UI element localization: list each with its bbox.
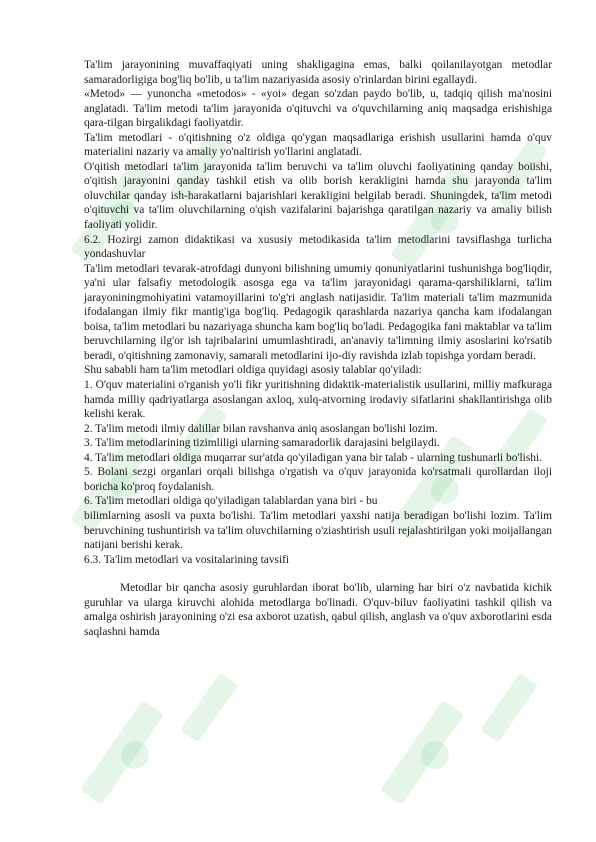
paragraph: Metodlar bir qancha asosiy guruhlardan iborat bo'lib, ularning har biri o'z navbatida kichik guruhlar va ularga kiruvchi alohida metodlarga bo'linadi. O'quv-biluv faoliyatini tashkil qilish va amalga oshirish jarayonining o'zi esa axborot uzatish, qabul qilish, anglash va o'quv axborotlarini esda saqlashni hamda [84, 582, 552, 638]
section-heading: 6.2. Hozirgi zamon didaktikasi va xususiy metodikasida ta'lim metodlarini tavsiflashga turlicha yondashuvlar [84, 233, 552, 261]
list-item: 5. Bolani sezgi organlari orqali bilishga o'rgatish va o'quv jarayonida ko'rsatmali qurollardan iloji boricha ko'proq foydalanish. [84, 466, 552, 493]
list-item: 6. Ta'lim metodlari oldiga qo'yiladigan talablardan yana biri - bu [84, 495, 378, 508]
paragraph: bilimlarning asosli va puxta bo'lishi. Ta'lim metodlari yaxshi natija beradigan bo'lishi lozim. Ta'lim beruvchining tushuntirish va ta'lim oluvchilarning o'ziashtirish usuli rejalashtirilgan yoki moijallangan natijani berishi kerak. [84, 509, 552, 552]
list-item: 2. Ta'lim metodi ilmiy dalillar bilan ravshanva aniq asoslangan bo'lishi lozim. [84, 422, 438, 435]
paragraph: Ta'lim metodlari - o'qitishning o'z oldiga qo'ygan maqsadlariga erishish usullarini hamda o'quv materialini nazariy va amaliy yo'naltirish yo'llarini anglatadi. [84, 131, 552, 159]
document-page [84, 58, 552, 639]
paragraph: Ta'lim jarayonining muvaffaqiyati uning shakligagina emas, balki qoilanilayotgan metodlar samaradorligiga bog'liq bo'lib, u ta'lim nazariyasida asosiy o'rinlardan birini egallaydi. [84, 59, 552, 86]
paragraph: Shu sababli ham ta'lim metodlari oldiga quyidagi asosiy talablar qo'yiladi: [84, 364, 422, 377]
paragraph: O'qitish metodlari ta'lim jarayonida ta'lim beruvchi va ta'lim oluvchi faoliyatining qanday boiishi, o'qitish jarayonini qanday tashkil etish va olib borish kerakligini hamda shu jarayonda ta'lim oluvchilar qanday ish-harakatlarni bajarishlari kerakligini belgilab beradi. Shuningdek, ta'lim metodi o'qituvchi va ta'lim oluvchilarning o'qish vazifalarini bajarishga qaratilgan nazariy va amaliy bilish faoliyati yolidir. [84, 160, 552, 232]
paragraph: «Metod» — yunoncha «metodos» - «yoi» degan so'zdan paydo bo'lib, u, tadqiq qilish ma'nosini anglatadi. Ta'lim metodi ta'lim jarayonida o'qituvchi va o'quvchilarning aniq maqsadga erishishiga qara-tilgan birgalikdagi faoliyatdir. [84, 88, 552, 130]
section-heading: 6.3. Ta'lim metodlari va vositalarining tavsifi [84, 553, 290, 566]
list-item: 1. O'quv materialini o'rganish yo'li fikr yuritishning didaktik-materialistik usullarini, milliy mafkuraga hamda milliy qadriyatlarga asoslangan axloq, xulq-atvorning irodaviy sifatlarini shakllantirishga olib kelishi kerak. [84, 379, 552, 421]
list-item: 4. Ta'lim metodlari oldiga muqarrar sur'atda qo'yiladigan yana bir talab - ularning tushunarli bo'lishi. [84, 451, 542, 464]
list-item: 3. Ta'lim metodlarining tizimliligi ularning samaradorlik darajasini belgilaydi. [84, 437, 440, 450]
blank-line [84, 567, 552, 581]
paragraph: Ta'lim metodlari tevarak-atrofdagi dunyoni bilishning umumiy qonuniyatlarini tushunishga bog'liqdir, ya'ni ular falsafiy metodologik asosga ega va ta'lim jarayonidagi qarama-qarshiliklarni, ta'lim jarayoniningmohiyatini vatamoyillarini to'g'ri anglash natijasidir. Ta'lim materiali ta'lim mazmunida ifodalangan ilmiy fikr mantig'iga bog'liq. Pedagogik qarashlarda nazariya qancha kam ifodalangan boisa, ta'lim metodlari bu nazariyaga shuncha kam bog'liq bo'ladi. Pedagogika fani maktablar va ta'lim beruvchilarning ilg'or ish tajribalarini umumlashtiradi, an'anaviy ta'limning ilmiy asoslarini ko'rsatib beradi, o'qitishning zamonaviy, samarali metodlarini ijo-diy ravishda izlab topishga yordam beradi. [84, 262, 552, 362]
